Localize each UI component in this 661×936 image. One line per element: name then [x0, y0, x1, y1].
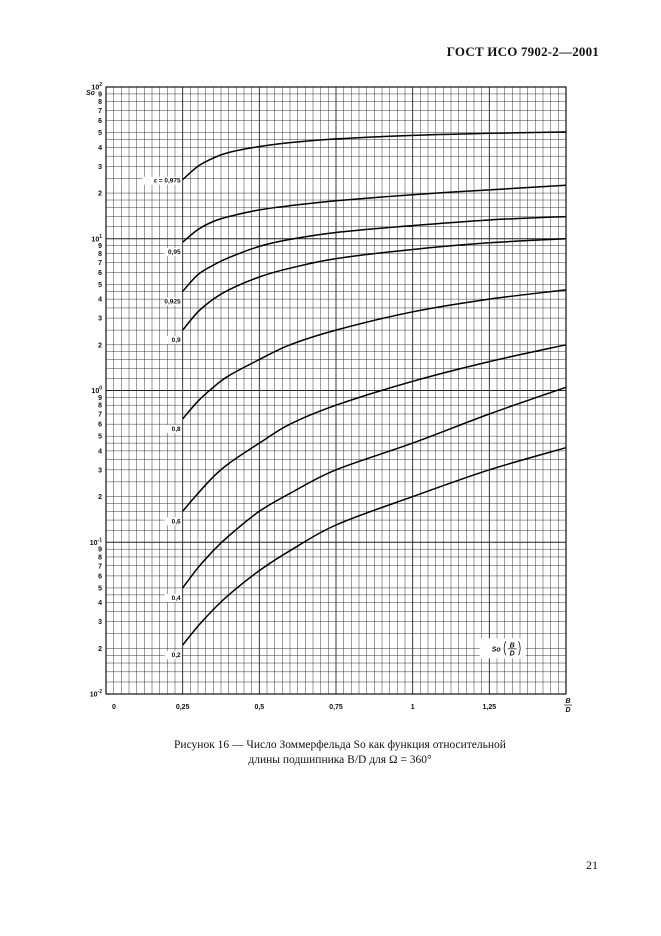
y-tick-label: 5	[98, 130, 102, 138]
x-end-numerator: B	[565, 698, 571, 705]
y-tick-label: 3	[98, 619, 102, 627]
y-tick-label: 9	[98, 91, 102, 99]
curve-label: 0,9	[171, 337, 181, 345]
y-tick-label: 9	[98, 546, 102, 554]
caption-line-2: длины подшипника B/D для Ω = 360°	[248, 754, 432, 766]
y-tick-label: 8	[98, 554, 102, 562]
y-tick-label: $10^0$	[91, 385, 102, 395]
y-tick-label: 6	[98, 269, 102, 277]
page-number: 21	[586, 858, 598, 872]
y-tick-label: 4	[98, 448, 102, 456]
y-tick-labels	[90, 82, 102, 699]
y-tick-exponent: -2	[97, 689, 102, 695]
y-tick-label: 4	[98, 144, 102, 152]
x-end-denominator: D	[565, 707, 571, 714]
y-tick-label: 7	[98, 259, 102, 267]
x-tick-label: 0,25	[175, 704, 190, 711]
y-tick-label: 8	[98, 250, 102, 258]
y-tick-label: 8	[98, 99, 102, 107]
y-tick-label: $10^{-2}$	[89, 689, 102, 699]
document-id: ГОСТ ИСО 7902-2—2001	[446, 44, 599, 59]
y-tick-exponent: -1	[97, 537, 102, 544]
y-axis-label: So	[86, 90, 95, 97]
y-tick-label: 5	[98, 585, 102, 593]
y-tick-label: 7	[98, 108, 102, 116]
y-tick-label: 9	[98, 243, 102, 251]
annotation-numerator: B	[509, 642, 515, 650]
curve-labels	[143, 177, 182, 659]
y-tick-label: 8	[98, 402, 102, 410]
y-tick-exponent: 0	[99, 385, 102, 392]
y-tick-label: $10^{-1}$	[89, 537, 102, 547]
curve-label: 0,95	[168, 249, 181, 257]
y-tick-label: $10^1$	[91, 233, 102, 244]
y-tick-exponent: 2	[99, 82, 102, 88]
y-tick-label: 3	[98, 163, 102, 171]
y-tick-label: 2	[98, 190, 102, 198]
so-bd-annotation	[480, 638, 526, 658]
y-tick-label: $10^2$	[91, 82, 102, 92]
x-tick-label: 0	[112, 704, 116, 711]
y-tick-label: 5	[98, 281, 102, 289]
curve-label: 0,4	[171, 594, 181, 602]
y-tick-label: 3	[98, 467, 102, 475]
curve-label: ε = 0,975	[153, 177, 181, 185]
curve-label: 0,2	[171, 652, 181, 660]
y-tick-label: 2	[98, 494, 102, 502]
x-tick-labels	[112, 704, 496, 711]
y-tick-label: 4	[98, 296, 102, 304]
y-tick-label: 3	[98, 315, 102, 323]
x-axis-end-label	[564, 698, 572, 714]
figure-caption	[110, 738, 570, 768]
annotation-prefix: So	[491, 646, 501, 654]
y-tick-label: 6	[98, 421, 102, 429]
y-tick-label: 9	[98, 394, 102, 402]
curve-label: 0,8	[171, 425, 181, 433]
y-tick-label: 2	[98, 645, 102, 653]
x-tick-label: 1	[410, 704, 415, 711]
annotation-denominator: D	[509, 650, 515, 658]
y-tick-label: 7	[98, 563, 102, 571]
y-tick-label: 7	[98, 411, 102, 419]
x-tick-label: 0,75	[329, 704, 343, 711]
y-tick-label: 2	[98, 342, 102, 350]
y-tick-label: 6	[98, 573, 102, 581]
y-tick-label: 6	[98, 118, 102, 126]
y-tick-label: 4	[98, 600, 102, 608]
y-tick-label: 5	[98, 433, 102, 441]
x-tick-label: 1,25	[482, 704, 497, 711]
curve-label: 0,925	[164, 298, 181, 306]
curve-label: 0,6	[171, 518, 181, 526]
y-tick-exponent: 1	[99, 233, 102, 240]
caption-line-1: Рисунок 16 — Число Зоммерфельда So как функция относительной	[174, 739, 506, 751]
x-tick-label: 0,5	[254, 704, 265, 711]
